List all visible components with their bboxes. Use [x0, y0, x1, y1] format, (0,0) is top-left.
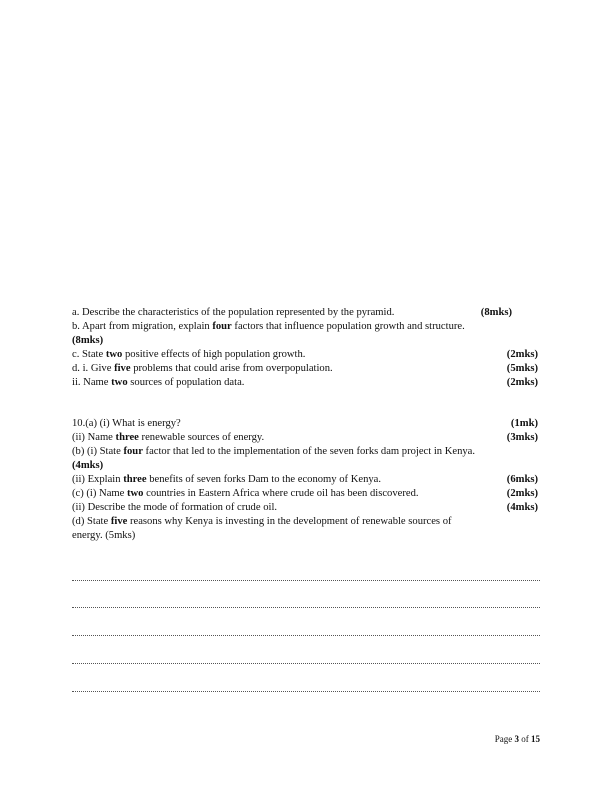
question-line: [72, 334, 538, 348]
answer-line: [72, 691, 540, 692]
question-line: [72, 320, 538, 334]
question-text: positive effects of high population growth.: [122, 349, 306, 360]
answer-line: [72, 635, 540, 636]
marks-label: (3mks): [506, 432, 538, 443]
footer-text: of: [519, 734, 531, 744]
question-text: renewable sources of energy.: [138, 432, 265, 443]
question-line: [72, 459, 538, 473]
question-keyword: three: [123, 474, 147, 485]
question-text: (ii) Describe the mode of formation of crude oil.: [72, 502, 278, 513]
question-keyword: two: [111, 377, 128, 388]
question-text: (d) State: [72, 516, 111, 527]
question-text: benefits of seven forks Dam to the economy of Kenya.: [146, 474, 382, 485]
question-line: [72, 529, 538, 543]
answer-line: [72, 663, 540, 664]
question-text: factors that influence population growth and structure.: [231, 321, 465, 332]
question-text: sources of population data.: [127, 377, 245, 388]
question-keyword: (4mks): [72, 460, 104, 471]
question-keyword: five: [114, 363, 131, 374]
question-text: c. State: [72, 349, 106, 360]
footer-text: Page: [494, 734, 515, 744]
question-text: (ii) Name: [72, 432, 116, 443]
question-text: energy. (5mks): [72, 530, 136, 541]
question-text: b. Apart from migration, explain: [72, 321, 213, 332]
question-keyword: five: [110, 516, 128, 527]
question-text: 10.(a) (i) What is energy?: [72, 418, 181, 429]
question-line: [72, 515, 538, 529]
marks-label: (8mks): [480, 307, 512, 318]
marks-label: (2mks): [506, 488, 538, 499]
question-line: [72, 417, 538, 431]
marks-label: (2mks): [506, 349, 538, 360]
marks-label: (5mks): [506, 363, 538, 374]
question-line: [72, 431, 538, 445]
page-total: 15: [531, 734, 540, 744]
marks-label: (4mks): [506, 502, 538, 513]
page-number: 3: [514, 734, 519, 744]
marks-label: (2mks): [506, 377, 538, 388]
question-line: [72, 473, 538, 487]
question-keyword: (8mks): [72, 335, 104, 346]
question-text: a. Describe the characteristics of the population represented by the pyramid.: [72, 307, 395, 318]
question-text: (ii) Explain: [72, 474, 124, 485]
marks-label: (6mks): [506, 474, 538, 485]
question-line: [72, 501, 538, 515]
question-text: problems that could arise from overpopulation.: [130, 363, 333, 374]
question-line: [72, 445, 538, 459]
question-keyword: three: [115, 432, 139, 443]
answer-line: [72, 607, 540, 608]
question-text: countries in Eastern Africa where crude oil has been discovered.: [143, 488, 419, 499]
question-text: reasons why Kenya is investing in the development of renewable sources of: [127, 516, 452, 527]
answer-line: [72, 580, 540, 581]
question-keyword: four: [212, 321, 232, 332]
question-text: d. i. Give: [72, 363, 115, 374]
question-text: (b) (i) State: [72, 446, 124, 457]
question-line: [72, 487, 538, 501]
page-footer: [495, 734, 540, 744]
question-keyword: four: [123, 446, 143, 457]
question-line: [72, 376, 538, 390]
question-line: [72, 348, 538, 362]
marks-label: (1mk): [510, 418, 538, 429]
question-text: factor that led to the implementation of the seven forks dam project in Kenya.: [142, 446, 476, 457]
question-line: [72, 306, 538, 320]
question-keyword: two: [105, 349, 123, 360]
question-line: [72, 362, 538, 376]
question-text: (c) (i) Name: [72, 488, 127, 499]
question-keyword: two: [127, 488, 144, 499]
question-text: ii. Name: [72, 377, 112, 388]
